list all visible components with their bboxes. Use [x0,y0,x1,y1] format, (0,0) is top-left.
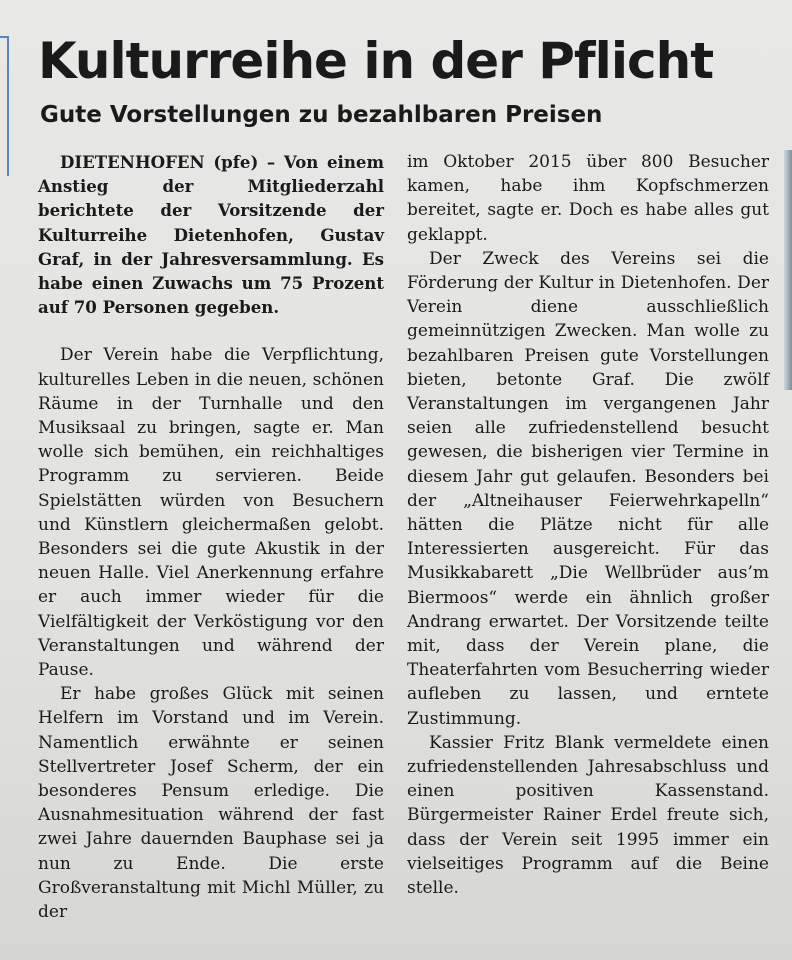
body-paragraph: Kassier Fritz Blank vermeldete einen zufriedenstellenden Jahresabschluss und einen positiven Kassenstand. Bürgermeister Rainer Erdel freute sich, dass der Verein seit 1995 immer ein vielseitiges Programm auf die Beine stelle. [407,732,769,899]
body-paragraph-continued: im Oktober 2015 über 800 Besucher kamen, habe ihm Kopfschmerzen bereitet, sagte er. Doch es habe alles gut geklappt. [407,152,769,245]
body-paragraph: Er habe großes Glück mit seinen Helfern im Vorstand und im Verein. Namentlich erwähnte er seinen Stellvertreter Josef Scherm, der ein besonderes Pensum erledige. Die Ausnahmesituation während der fast zwei Jahre dauernden Bauphase sei ja nun zu Ende. Die erste Großveranstaltung mit Michl Müller, zu der [38,684,384,923]
body-paragraph: Der Zweck des Vereins sei die Förderung der Kultur in Dietenhofen. Der Verein diene ausschließlich gemeinnützigen Zwecken. Man wolle zu bezahlbaren Preisen gute Vorstellungen bieten, betonte Graf. Die zwölf Veranstaltungen im vergangenen Jahr seien alle zufriedenstellend besucht gewesen, die bisherigen vier Termine in diesem Jahr gut gelaufen. Besonders bei der „Altneihauser Feierwehrkapelln“ hätten die Plätze nicht für alle Interessierten ausgereicht. Für das Musikkabarett „Die Wellbrüder aus’m Biermoos“ werde ein ähnlich großer Andrang erwartet. Der Vorsitzende teilte mit, dass der Verein plane, die Theaterfahrten vom Besucherring wieder aufleben zu lassen, und erntete Zustimmung. [407,248,769,729]
adjacent-page-edge [784,150,792,390]
body-paragraph: Der Verein habe die Verpflichtung, kulturelles Leben in die neuen, schönen Räume in der Turnhalle und den Musiksaal zu bringen, sagte er. Man wolle sich bemühen, ein reichhaltiges Programm zu servieren. Beide Spielstätten würden von Besuchern und Künstlern gleichermaßen gelobt. Besonders sei die gute Akustik in der neuen Halle. Viel Anerkennung erfahre er auch immer wieder für die Vielfältigkeit der Verköstigung vor den Veranstaltungen und während der Pause. [38,345,384,681]
column-rule [0,36,9,176]
headline: Kulturreihe in der Pflicht [38,32,714,90]
lead-paragraph: DIETENHOFEN (pfe) – Von einem Anstieg der Mitgliederzahl berichtete der Vorsitzende der Kulturreihe Dietenhofen, Gustav Graf, in der Jahresversammlung. Es habe einen Zuwachs um 75 Prozent auf 70 Personen gegeben. [38,152,384,318]
article-column-right [407,150,769,900]
subheadline: Gute Vorstellungen zu bezahlbaren Preisen [40,102,603,128]
article-column-left [38,150,384,924]
